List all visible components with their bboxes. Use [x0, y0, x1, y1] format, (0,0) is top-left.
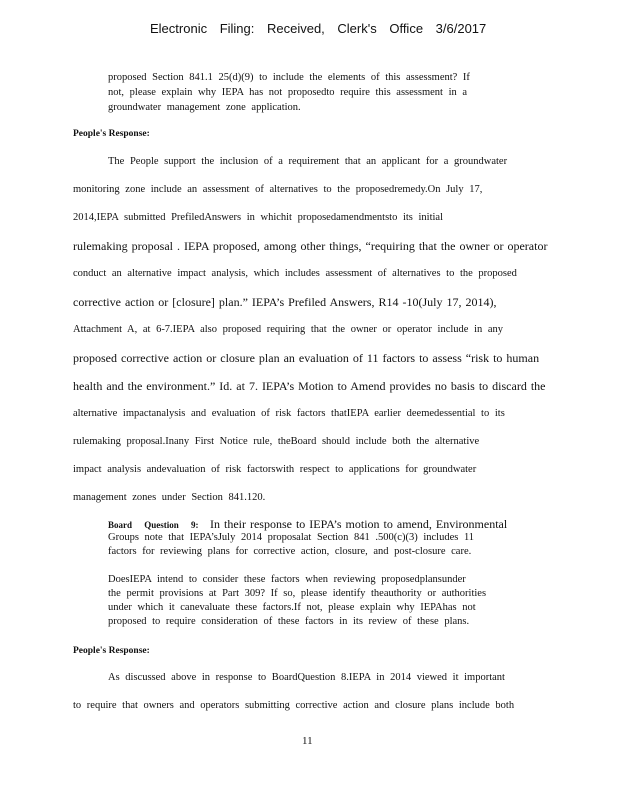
question-text-line: Groups note that IEPA’sJuly 2014 proposalat Section 841 .500(c)(3) includes 11 — [108, 532, 475, 543]
question-text-line: proposed to require consideration of these factors in its review of these plans. — [108, 616, 470, 627]
question-text-line: factors for reviewing plans for corrective action, closure, and post-closure care. — [108, 546, 472, 557]
response-text-line: The People support the inclusion of a requirement that an applicant for a groundwater — [108, 156, 508, 167]
response-text-line: corrective action or [closure] plan.” IEPA’s Prefiled Answers, R14 -10(July 17, 2014), — [73, 295, 497, 309]
response-text-line: health and the environment.” Id. at 7. IEPA’s Motion to Amend provides no basis to discard the — [73, 379, 546, 393]
response-text-line: Attachment A, at 6-7.IEPA also proposed requiring that the owner or operator include in any — [73, 324, 504, 335]
question-text-line: groundwater management zone application. — [108, 102, 301, 113]
question-text-line: In their response to IEPA’s motion to amend, Environmental — [210, 517, 508, 531]
response-text-line: rulemaking proposal.Inany First Notice rule, theBoard should include both the alternative — [73, 436, 480, 447]
question-text-line: the permit provisions at Part 309? If so, please identify theauthority or authorities — [108, 588, 487, 599]
filing-header: Electronic Filing: Received, Clerk's Office 3/6/2017 — [150, 21, 487, 36]
response-text-line: rulemaking proposal . IEPA proposed, among other things, “requiring that the owner or operator — [73, 239, 548, 253]
page-number: 11 — [302, 735, 313, 747]
response-text-line: impact analysis andevaluation of risk factorswith respect to applications for groundwater — [73, 464, 477, 475]
response-text-line: management zones under Section 841.120. — [73, 492, 266, 503]
question-text-line: proposed Section 841.1 25(d)(9) to include the elements of this assessment? If — [108, 72, 470, 83]
response-text-line: proposed corrective action or closure plan an evaluation of 11 factors to assess “risk to human — [73, 351, 540, 365]
response-label: People's Response: — [73, 646, 150, 656]
question-text-line: under which it canevaluate these factors.If not, please explain why IEPAhas not — [108, 602, 476, 613]
response-text-line: As discussed above in response to BoardQuestion 8.IEPA in 2014 viewed it important — [108, 672, 505, 683]
question-text-line: DoesIEPA intend to consider these factors when reviewing proposedplansunder — [108, 574, 466, 585]
response-text-line: monitoring zone include an assessment of alternatives to the proposedremedy.On July 17, — [73, 184, 483, 195]
question-text-line: not, please explain why IEPA has not proposedto require this assessment in a — [108, 87, 468, 98]
response-text-line: conduct an alternative impact analysis, which includes assessment of alternatives to the proposed — [73, 268, 517, 279]
question-label: Board Question 9: — [108, 520, 199, 530]
response-label: People's Response: — [73, 129, 150, 139]
response-text-line: 2014,IEPA submitted PrefiledAnswers in whichit proposedamendmentsto its initial — [73, 212, 443, 223]
response-text-line: alternative impactanalysis and evaluation of risk factors thatIEPA earlier deemedessential to its — [73, 408, 505, 419]
response-text-line: to require that owners and operators submitting corrective action and closure plans include both — [73, 700, 515, 711]
